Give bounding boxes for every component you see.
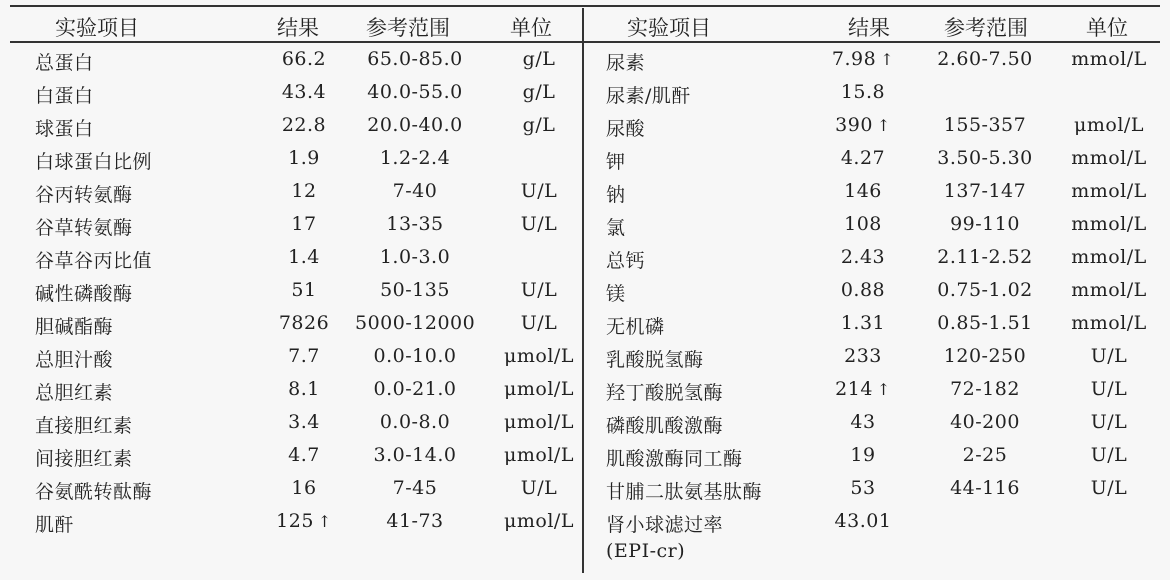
result-value: 0.88 <box>840 279 886 301</box>
right-header-item: 实验项目 <box>627 16 711 40</box>
left-row-13-result <box>258 444 350 466</box>
result-value: 17 <box>291 213 317 235</box>
left-row-6-item: 谷草转氨酶 <box>35 217 133 239</box>
left-row-15-item: 肌酐 <box>35 514 75 536</box>
left-row-3-unit: g/L <box>522 114 556 136</box>
left-row-5-range: 7-40 <box>392 180 438 202</box>
top-rule <box>10 5 1160 7</box>
right-row-2-result <box>818 81 908 103</box>
right-row-4-item: 钾 <box>606 151 626 173</box>
right-row-8-range: 0.75-1.02 <box>937 279 1033 301</box>
left-row-13-unit: μmol/L <box>504 444 574 466</box>
right-row-6-range: 99-110 <box>950 213 1020 235</box>
left-row-1-item: 总蛋白 <box>35 52 94 74</box>
right-row-10-result <box>818 345 908 367</box>
high-flag-icon: ↑ <box>317 512 332 531</box>
left-row-6-unit: U/L <box>520 213 558 235</box>
right-row-11-result <box>818 378 908 400</box>
result-value: 7826 <box>278 312 330 334</box>
high-flag-icon: ↑ <box>876 116 891 135</box>
right-row-9-result <box>818 312 908 334</box>
left-row-12-unit: μmol/L <box>504 411 574 433</box>
result-value: 22.8 <box>281 114 327 136</box>
right-row-11-item: 羟丁酸脱氢酶 <box>606 382 724 404</box>
right-row-5-item: 钠 <box>606 184 626 206</box>
result-value: 66.2 <box>281 48 327 70</box>
left-row-11-item: 总胆红素 <box>35 382 114 404</box>
result-value: 4.27 <box>840 147 886 169</box>
right-row-14-result <box>818 477 908 499</box>
left-row-12-range: 0.0-8.0 <box>379 411 451 433</box>
right-row-2-item: 尿素/肌酐 <box>606 85 691 107</box>
result-value: 2.43 <box>840 246 886 268</box>
result-value: 43.01 <box>834 510 892 532</box>
left-row-9-item: 胆碱酯酶 <box>35 316 114 338</box>
result-value: 53 <box>850 477 876 499</box>
left-row-14-result <box>258 477 350 499</box>
result-value: 233 <box>844 345 882 367</box>
result-value: 1.31 <box>840 312 886 334</box>
right-row-4-result <box>818 147 908 169</box>
left-row-11-range: 0.0-21.0 <box>373 378 457 400</box>
right-row-12-unit: U/L <box>1090 411 1128 433</box>
left-header-unit: 单位 <box>510 16 552 40</box>
left-row-5-result <box>258 180 350 202</box>
right-row-3-item: 尿酸 <box>606 118 646 140</box>
left-row-1-unit: g/L <box>522 48 556 70</box>
right-row-12-item: 磷酸肌酸激酶 <box>606 415 724 437</box>
left-row-7-range: 1.0-3.0 <box>379 246 451 268</box>
right-row-9-range: 0.85-1.51 <box>937 312 1033 334</box>
left-row-10-range: 0.0-10.0 <box>373 345 457 367</box>
left-row-14-range: 7-45 <box>392 477 438 499</box>
left-row-7-result <box>258 246 350 268</box>
right-row-3-result <box>818 114 908 136</box>
right-row-14-range: 44-116 <box>950 477 1020 499</box>
result-value: 43.4 <box>281 81 327 103</box>
right-header-range: 参考范围 <box>944 16 1028 40</box>
right-row-5-unit: mmol/L <box>1071 180 1147 202</box>
right-row-8-result <box>818 279 908 301</box>
left-row-8-unit: U/L <box>520 279 558 301</box>
right-row-11-unit: U/L <box>1090 378 1128 400</box>
right-row-13-item: 肌酸激酶同工酶 <box>606 448 743 470</box>
left-row-10-unit: μmol/L <box>504 345 574 367</box>
right-row-11-range: 72-182 <box>950 378 1020 400</box>
left-row-14-unit: U/L <box>520 477 558 499</box>
result-value: 1.9 <box>288 147 320 169</box>
right-row-3-range: 155-357 <box>943 114 1027 136</box>
result-value: 7.98 <box>831 48 877 70</box>
right-row-14-unit: U/L <box>1090 477 1128 499</box>
right-row-13-range: 2-25 <box>962 444 1008 466</box>
left-row-1-range: 65.0-85.0 <box>367 48 463 70</box>
left-row-2-range: 40.0-55.0 <box>367 81 463 103</box>
left-row-12-item: 直接胆红素 <box>35 415 133 437</box>
right-header-result: 结果 <box>848 16 890 40</box>
right-row-6-result <box>818 213 908 235</box>
left-row-1-result <box>258 48 350 70</box>
result-value: 390 <box>835 114 873 136</box>
left-row-5-item: 谷丙转氨酶 <box>35 184 133 206</box>
result-value: 125 <box>276 510 314 532</box>
left-row-8-result <box>258 279 350 301</box>
left-row-4-range: 1.2-2.4 <box>379 147 451 169</box>
result-value: 51 <box>291 279 317 301</box>
right-row-4-range: 3.50-5.30 <box>937 147 1033 169</box>
right-row-6-unit: mmol/L <box>1071 213 1147 235</box>
left-header-result: 结果 <box>277 16 319 40</box>
right-row-5-range: 137-147 <box>943 180 1027 202</box>
left-row-3-result <box>258 114 350 136</box>
left-row-9-range: 5000-12000 <box>355 312 476 334</box>
left-row-3-item: 球蛋白 <box>35 118 94 140</box>
right-row-8-item: 镁 <box>606 283 626 305</box>
right-row-7-range: 2.11-2.52 <box>937 246 1033 268</box>
right-row-7-item: 总钙 <box>606 250 646 272</box>
right-row-1-unit: mmol/L <box>1071 48 1147 70</box>
left-row-13-item: 间接胆红素 <box>35 448 133 470</box>
right-row-9-unit: mmol/L <box>1071 312 1147 334</box>
right-row-12-range: 40-200 <box>950 411 1020 433</box>
left-row-14-item: 谷氨酰转酞酶 <box>35 481 153 503</box>
left-header-range: 参考范围 <box>366 16 450 40</box>
right-row-5-result <box>818 180 908 202</box>
left-row-10-item: 总胆汁酸 <box>35 349 114 371</box>
right-row-1-range: 2.60-7.50 <box>937 48 1033 70</box>
result-value: 7.7 <box>288 345 320 367</box>
left-row-6-range: 13-35 <box>386 213 444 235</box>
left-row-6-result <box>258 213 350 235</box>
left-row-12-result <box>258 411 350 433</box>
left-row-15-unit: μmol/L <box>504 510 574 532</box>
left-row-11-result <box>258 378 350 400</box>
result-value: 15.8 <box>840 81 886 103</box>
left-row-5-unit: U/L <box>520 180 558 202</box>
high-flag-icon: ↑ <box>876 380 891 399</box>
left-row-7-item: 谷草谷丙比值 <box>35 250 153 272</box>
right-row-10-range: 120-250 <box>943 345 1027 367</box>
right-row-12-result <box>818 411 908 433</box>
right-row-13-result <box>818 444 908 466</box>
left-row-4-item: 白球蛋白比例 <box>35 151 153 173</box>
right-header-unit: 单位 <box>1086 16 1128 40</box>
result-value: 8.1 <box>288 378 320 400</box>
right-row-15-result <box>818 510 908 532</box>
right-row-10-unit: U/L <box>1090 345 1128 367</box>
result-value: 3.4 <box>288 411 320 433</box>
right-row-1-result <box>818 48 908 70</box>
result-value: 12 <box>291 180 317 202</box>
result-value: 19 <box>850 444 876 466</box>
left-row-10-result <box>258 345 350 367</box>
left-row-8-item: 碱性磷酸酶 <box>35 283 133 305</box>
result-value: 16 <box>291 477 317 499</box>
left-row-9-result <box>258 312 350 334</box>
right-row-3-unit: μmol/L <box>1074 114 1144 136</box>
left-row-8-range: 50-135 <box>380 279 450 301</box>
right-row-4-unit: mmol/L <box>1071 147 1147 169</box>
left-row-9-unit: U/L <box>520 312 558 334</box>
result-value: 1.4 <box>288 246 320 268</box>
left-row-2-result <box>258 81 350 103</box>
right-row-9-item: 无机磷 <box>606 316 665 338</box>
result-value: 108 <box>844 213 882 235</box>
right-row-14-item: 甘脯二肽氨基肽酶 <box>606 481 763 503</box>
left-row-4-result <box>258 147 350 169</box>
right-row-6-item: 氯 <box>606 217 626 239</box>
result-value: 146 <box>844 180 882 202</box>
result-value: 4.7 <box>288 444 320 466</box>
left-row-11-unit: μmol/L <box>504 378 574 400</box>
result-value: 214 <box>835 378 873 400</box>
left-row-15-result <box>258 510 350 532</box>
left-row-13-range: 3.0-14.0 <box>373 444 457 466</box>
left-row-2-unit: g/L <box>522 81 556 103</box>
right-row-15-item: 肾小球滤过率 <box>606 514 724 536</box>
column-divider <box>582 8 584 573</box>
result-value: 43 <box>850 411 876 433</box>
right-row-8-unit: mmol/L <box>1071 279 1147 301</box>
left-row-2-item: 白蛋白 <box>35 85 94 107</box>
high-flag-icon: ↑ <box>880 50 895 69</box>
left-row-3-range: 20.0-40.0 <box>367 114 463 136</box>
right-row-1-item: 尿素 <box>606 52 646 74</box>
right-row-10-item: 乳酸脱氢酶 <box>606 349 704 371</box>
right-row-7-unit: mmol/L <box>1071 246 1147 268</box>
right-row-7-result <box>818 246 908 268</box>
right-row-13-unit: U/L <box>1090 444 1128 466</box>
gfr-method-note: (EPI-cr) <box>606 540 686 562</box>
left-row-15-range: 41-73 <box>386 510 444 532</box>
left-header-item: 实验项目 <box>55 16 139 40</box>
